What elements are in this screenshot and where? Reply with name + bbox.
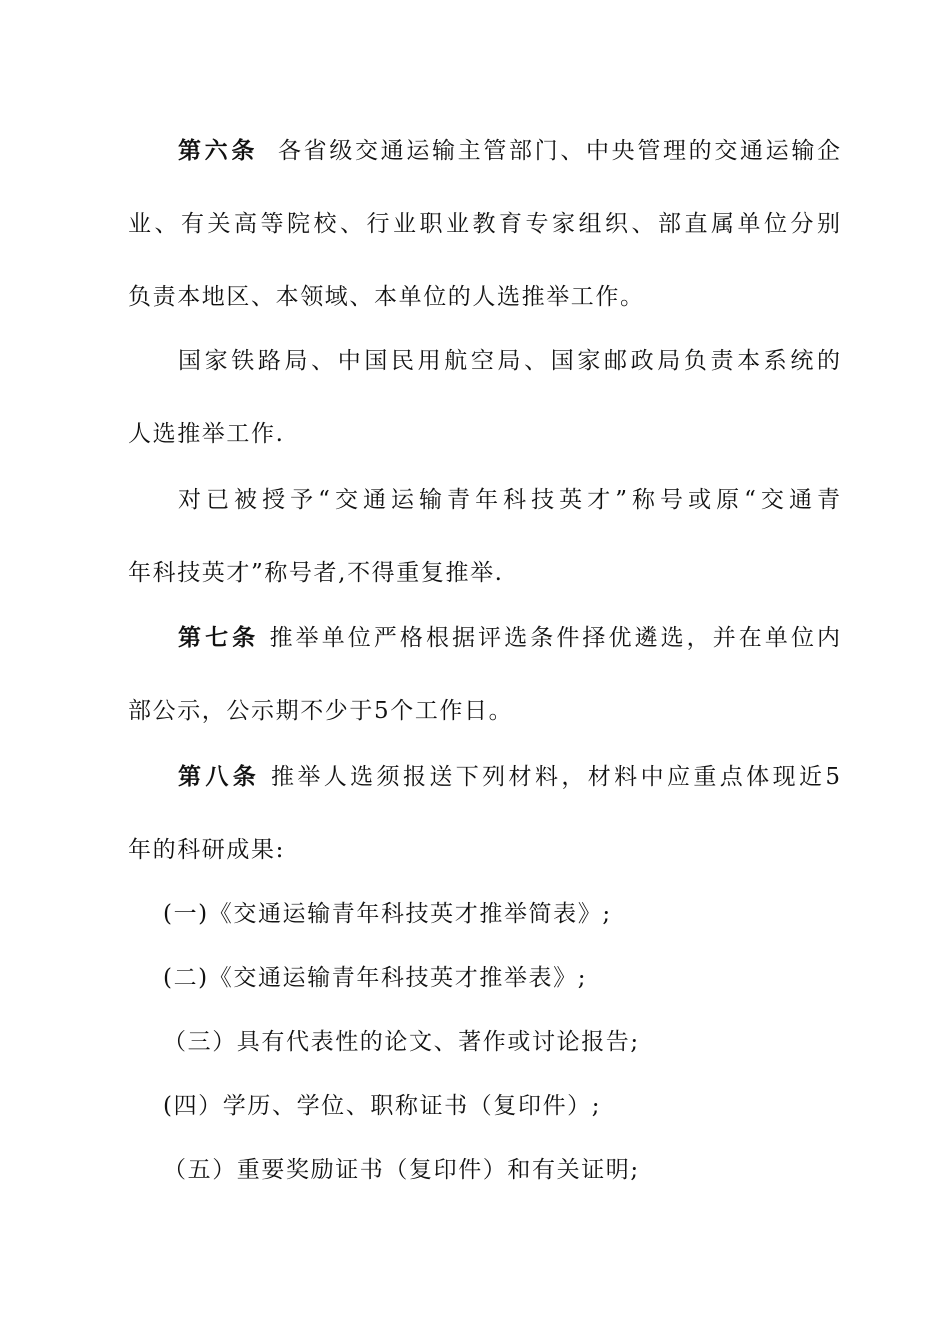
- article-7-heading: 第七条: [178, 624, 260, 651]
- article-6-para-3-line-1: 对已被授予“交通运输青年科技英才”称号或原“交通青: [178, 487, 840, 513]
- article-7-line-2: 部公示，公示期不少于5个工作日。: [128, 698, 514, 724]
- article-6-para-2-line-1: 国家铁路局、中国民用航空局、国家邮政局负责本系统的: [178, 348, 840, 374]
- article-8-line-1: [178, 761, 840, 793]
- article-8-line-2: 年的科研成果:: [128, 837, 285, 863]
- article-6-text-1: 各省级交通运输主管部门、中央管理的交通运输企: [277, 138, 841, 164]
- article-7-text-1: 推举单位严格根据评选条件择优遴选，并在单位内: [269, 625, 841, 651]
- article-6-line-1: [178, 135, 840, 167]
- list-item: (一)《交通运输青年科技英才推举简表》;: [163, 901, 612, 927]
- article-6-heading: 第六条: [178, 137, 259, 164]
- list-item: (二)《交通运输青年科技英才推举表》;: [163, 965, 588, 991]
- list-item: （三）具有代表性的论文、著作或讨论报告;: [163, 1029, 640, 1055]
- article-6-para-2-line-2: 人选推举工作.: [128, 421, 285, 447]
- list-item: （五）重要奖励证书（复印件）和有关证明;: [163, 1157, 640, 1183]
- article-6-line-3: 负责本地区、本领域、本单位的人选推举工作。: [128, 284, 645, 310]
- article-7-line-1: [178, 622, 840, 654]
- list-item: (四）学历、学位、职称证书（复印件）;: [163, 1093, 602, 1119]
- article-6-para-3-line-2: 年科技英才”称号者,不得重复推举.: [128, 560, 504, 586]
- article-6-line-2: 业、有关高等院校、行业职业教育专家组织、部直属单位分别: [128, 211, 840, 237]
- article-8-heading: 第八条: [178, 763, 261, 790]
- article-8-text-1: 推举人选须报送下列材料，材料中应重点体现近5: [270, 764, 841, 790]
